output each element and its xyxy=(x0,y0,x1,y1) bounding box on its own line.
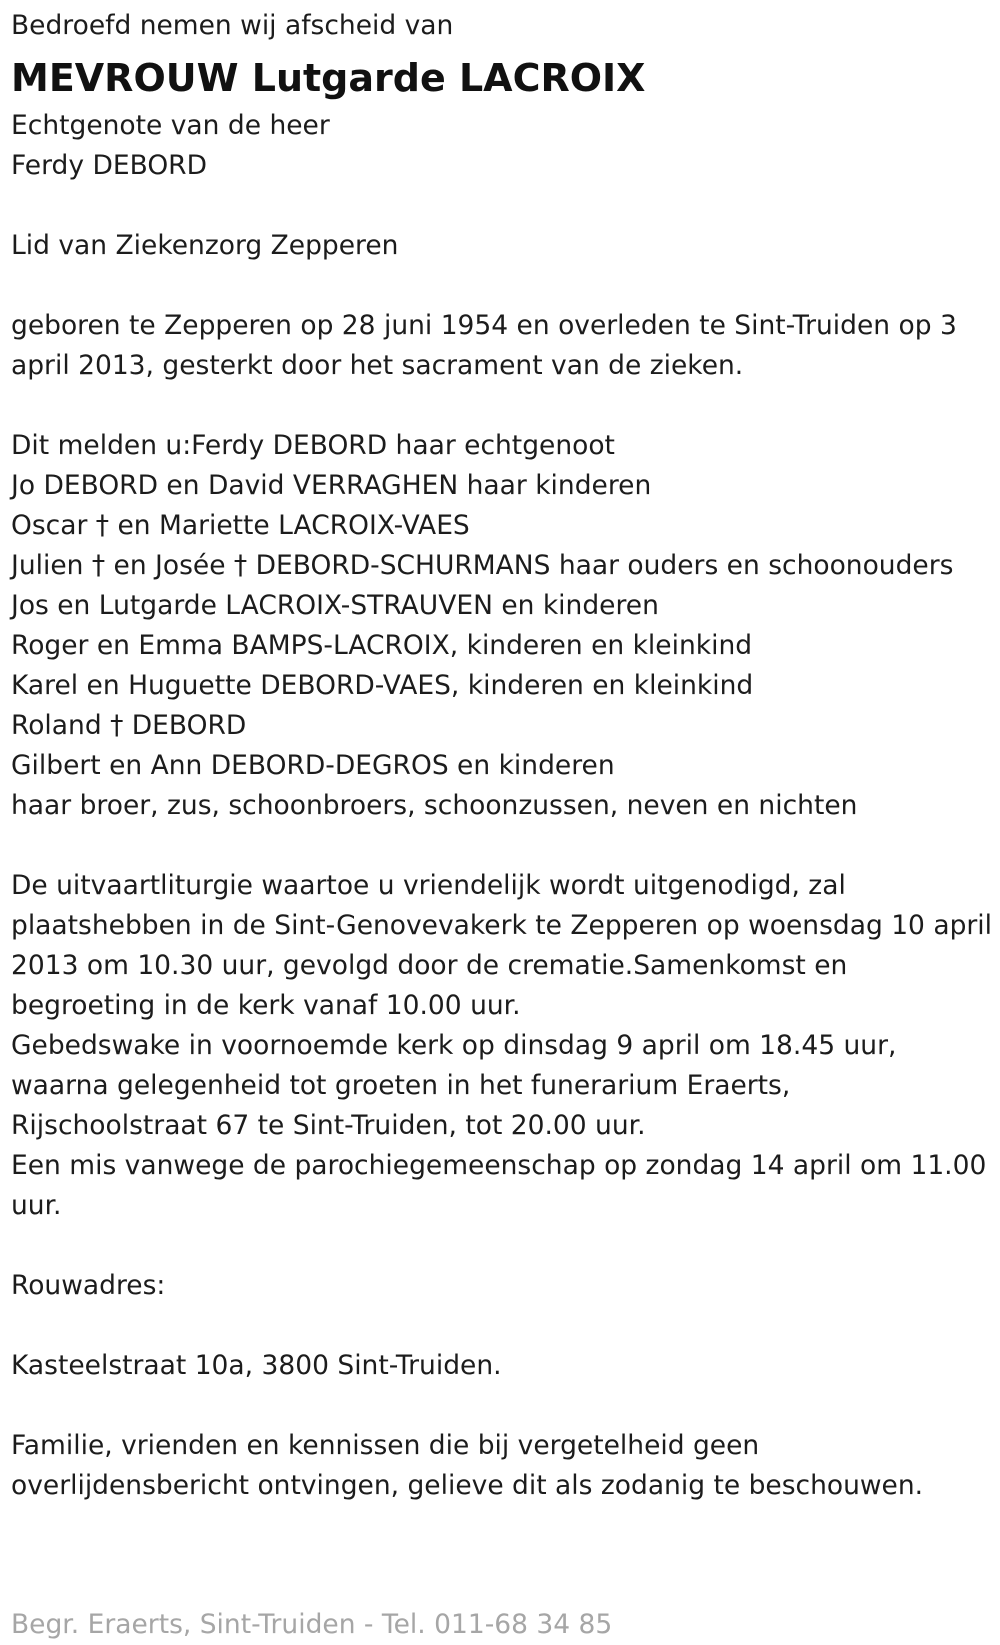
spacer xyxy=(11,1306,1000,1346)
address-label: Rouwadres: xyxy=(11,1270,166,1301)
family-line: Gilbert en Ann DEBORD-DEGROS en kinderen xyxy=(11,750,615,781)
family-line: Jo DEBORD en David VERRAGHEN haar kinderen xyxy=(11,470,652,501)
birth-death-paragraph xyxy=(11,306,1000,386)
family-line: haar broer, zus, schoonbroers, schoonzussen, neven en nichten xyxy=(11,790,858,821)
intro-text: Bedroefd nemen wij afscheid van xyxy=(11,10,454,41)
paragraph-line: uur. xyxy=(11,1190,62,1221)
family-line: Dit melden u:Ferdy DEBORD haar echtgenoot xyxy=(11,430,615,461)
spouse-line: Echtgenote van de heer xyxy=(11,110,330,141)
spacer xyxy=(11,186,1000,226)
paragraph-line: 2013 om 10.30 uur, gevolgd door de crematie.Samenkomst en xyxy=(11,950,848,981)
paragraph-line: Rijschoolstraat 67 te Sint-Truiden, tot 20.00 uur. xyxy=(11,1110,646,1141)
paragraph-line: plaatshebben in de Sint-Genovevakerk te Zepperen op woensdag 10 april xyxy=(11,910,993,941)
paragraph-line: Familie, vrienden en kennissen die bij vergetelheid geen xyxy=(11,1430,760,1461)
membership-text: Lid van Ziekenzorg Zepperen xyxy=(11,230,399,261)
spacer xyxy=(11,1386,1000,1426)
family-line: Jos en Lutgarde LACROIX-STRAUVEN en kinderen xyxy=(11,590,659,621)
spacer xyxy=(11,266,1000,306)
family-line: Karel en Huguette DEBORD-VAES, kinderen en kleinkind xyxy=(11,670,754,701)
paragraph-line: waarna gelegenheid tot groeten in het funerarium Eraerts, xyxy=(11,1070,791,1101)
deceased-name: MEVROUW Lutgarde LACROIX xyxy=(11,56,646,100)
family-line: Oscar † en Mariette LACROIX-VAES xyxy=(11,510,470,541)
paragraph-line: Gebedswake in voornoemde kerk op dinsdag 9 april om 18.45 uur, xyxy=(11,1030,897,1061)
closing-paragraph xyxy=(11,1426,1000,1506)
family-list xyxy=(11,426,1000,826)
ceremony-paragraph xyxy=(11,866,1000,1226)
family-line: Roland † DEBORD xyxy=(11,710,247,741)
spouse-name: Ferdy DEBORD xyxy=(11,150,207,181)
paragraph-line: geboren te Zepperen op 28 juni 1954 en overleden te Sint-Truiden op 3 xyxy=(11,310,957,341)
spacer xyxy=(11,826,1000,866)
address-text: Kasteelstraat 10a, 3800 Sint-Truiden. xyxy=(11,1350,502,1381)
funeral-home-footer: Begr. Eraerts, Sint-Truiden - Tel. 011-68 34 85 xyxy=(11,1608,613,1640)
spacer xyxy=(11,386,1000,426)
spacer xyxy=(11,1226,1000,1266)
paragraph-line: overlijdensbericht ontvingen, gelieve dit als zodanig te beschouwen. xyxy=(11,1470,924,1501)
paragraph-line: begroeting in de kerk vanaf 10.00 uur. xyxy=(11,990,521,1021)
paragraph-line: Een mis vanwege de parochiegemeenschap op zondag 14 april om 11.00 xyxy=(11,1150,987,1181)
paragraph-line: De uitvaartliturgie waartoe u vriendelijk wordt uitgenodigd, zal xyxy=(11,870,846,901)
family-line: Julien † en Josée † DEBORD-SCHURMANS haar ouders en schoonouders xyxy=(11,550,954,581)
family-line: Roger en Emma BAMPS-LACROIX, kinderen en kleinkind xyxy=(11,630,753,661)
paragraph-line: april 2013, gesterkt door het sacrament van de zieken. xyxy=(11,350,744,381)
